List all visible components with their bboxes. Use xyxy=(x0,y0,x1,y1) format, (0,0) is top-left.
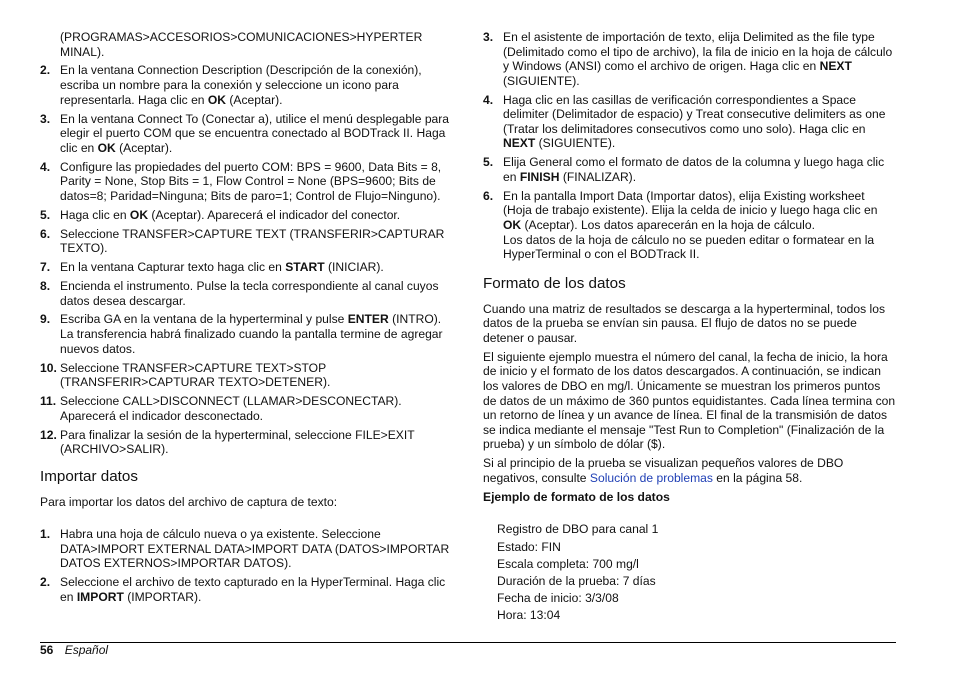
format-paragraph-3-tail: en la página 58. xyxy=(712,470,803,485)
step-keyword: FINISH xyxy=(519,169,560,184)
list-item xyxy=(40,394,452,423)
step-number: 4. xyxy=(483,92,494,107)
step-number: 5. xyxy=(483,155,494,170)
step-number: 10. xyxy=(40,360,57,375)
list-item xyxy=(40,260,452,275)
format-paragraph-3 xyxy=(483,456,896,485)
example-line: Registro de DBO para canal 1 xyxy=(497,522,659,537)
step-number: 9. xyxy=(40,312,51,327)
step-text xyxy=(60,279,439,308)
step-text xyxy=(60,527,449,570)
step-text xyxy=(60,260,384,274)
step-text xyxy=(60,394,402,423)
step-text-main: Seleccione TRANSFER>CAPTURE TEXT>STOP (TRANSFERIR>CAPTURAR TEXTO>DETENER). xyxy=(60,360,331,390)
list-item xyxy=(483,155,896,184)
step-text xyxy=(60,227,444,256)
step-text-tail: (INTRO). La transferencia habrá finalizado cuando la pantalla termine de agregar nuevos datos. xyxy=(60,312,443,356)
step-text xyxy=(60,361,330,390)
step-text-tail: (SIGUIENTE). xyxy=(535,136,616,151)
step-text-main: Habra una hoja de cálculo nueva o ya existente. Seleccione DATA>IMPORT EXTERNAL DATA>IMPORT DATA (DATOS>IMPORTAR DATOS EXTERNOS>IMPORTAR DATOS). xyxy=(60,527,450,571)
footer-rule xyxy=(40,642,896,643)
step-text-tail: (IMPORTAR). xyxy=(123,589,202,604)
step-text-main: Seleccione TRANSFER>CAPTURE TEXT (TRANSFERIR>CAPTURAR TEXTO). xyxy=(60,226,445,256)
footer-language: Español xyxy=(64,643,109,657)
step-keyword: NEXT xyxy=(503,136,536,151)
list-item xyxy=(40,575,452,604)
step-number: 12. xyxy=(40,427,57,442)
step-text xyxy=(503,93,885,151)
step-6-continuation: Los datos de la hoja de cálculo no se pueden editar o formatear en la HyperTerminal o con el BODTrack II. xyxy=(503,232,875,262)
step-text-tail: (Aceptar). xyxy=(115,140,173,155)
step-text-tail: (Aceptar). xyxy=(226,92,283,107)
list-item xyxy=(483,189,896,233)
step-text-main: Elija General como el formato de datos de la columna y luego haga clic en xyxy=(503,155,885,184)
list-item xyxy=(483,30,896,88)
left-column xyxy=(40,30,452,609)
example-heading: Ejemplo de formato de los datos xyxy=(483,489,670,504)
section-heading-import: Importar datos xyxy=(40,467,138,485)
format-paragraph-2: El siguiente ejemplo muestra el número del canal, la fecha de inicio, la hora de inicio y el formato de los datos descargados. A continuación, se indican los valores de DBO en mg/l. Únicamente se muestran los primeros puntos de datos de un máximo de 360 puntos equidistantes. Cada línea termina con un retorno de línea y un avance de línea. El final de la transmisión de datos se indica mediante el mensaje "Test Run to Completion" (Finalización de la prueba) y un símbolo de dólar ($). xyxy=(483,349,896,452)
step-keyword: IMPORT xyxy=(76,589,124,604)
list-item xyxy=(40,227,452,256)
step-keyword: NEXT xyxy=(819,59,852,74)
step-text-main: En la ventana Connect To (Conectar a), utilice el menú desplegable para elegir el puerto COM que se encuentra conectado al BODTrack II. Haga clic en xyxy=(60,111,450,155)
step-text-tail: (Aceptar). Aparecerá el indicador del conector. xyxy=(148,207,401,222)
import-intro: Para importar los datos del archivo de captura de texto: xyxy=(40,494,338,509)
step-text xyxy=(503,30,892,88)
step-text-main: Para finalizar la sesión de la hyperterminal, seleccione FILE>EXIT (ARCHIVO>SALIR). xyxy=(60,427,415,457)
step-text xyxy=(503,189,877,232)
format-paragraph-1: Cuando una matriz de resultados se descarga a la hyperterminal, todos los datos de la prueba se envían sin pausa. El flujo de datos no se puede detener o pausar. xyxy=(483,301,886,345)
step-number: 6. xyxy=(40,226,51,241)
example-line: Fecha de inicio: 3/3/08 xyxy=(497,591,619,606)
list-item xyxy=(40,428,452,457)
example-output-block xyxy=(483,522,896,623)
step-text-main: Haga clic en xyxy=(60,207,130,222)
step-text xyxy=(60,63,422,106)
page-footer xyxy=(40,643,108,657)
step-number: 6. xyxy=(483,188,494,203)
step-number: 1. xyxy=(40,527,51,542)
instruction-list-import-continued xyxy=(483,30,896,233)
step-text-main: Haga clic en las casillas de verificación correspondientes a Space delimiter (Delimitador de espacio) y Treat consecutive delimiters as one (Tratar los delimitadores consecutivos como uno solo). Haga clic en xyxy=(503,92,886,136)
step-keyword: START xyxy=(285,260,325,275)
list-item xyxy=(40,312,452,356)
step-number: 8. xyxy=(40,278,51,293)
troubleshooting-link[interactable]: Solución de problemas xyxy=(589,470,713,485)
step-keyword: OK xyxy=(97,140,116,155)
format-paragraph-3-text: Si al principio de la prueba se visualizan pequeños valores de DBO negativos, consulte xyxy=(483,456,844,485)
list-item xyxy=(40,112,452,156)
instruction-list-hyperterminal xyxy=(40,63,452,456)
list-item xyxy=(40,527,452,571)
section-heading-format: Formato de los datos xyxy=(483,274,626,292)
list-item xyxy=(40,208,452,223)
list-item xyxy=(40,160,452,204)
step-1-continuation: (PROGRAMAS>ACCESORIOS>COMUNICACIONES>HYPERTER MINAL). xyxy=(60,30,423,59)
step-keyword: OK xyxy=(129,207,149,222)
right-column xyxy=(483,30,896,626)
step-text-tail: (Aceptar). Los datos aparecerán en la hoja de cálculo. xyxy=(521,218,815,233)
step-text-main: Configure las propiedades del puerto COM: BPS = 9600, Data Bits = 8, Parity = None, Stop Bits = 1, Flow Control = None (BPS=9600; Bits de datos=8; Paridad=Ninguna; Bits de paro=1; Control de Flujo=Ninguno). xyxy=(60,159,442,203)
step-number: 2. xyxy=(40,63,51,78)
step-text-main: Seleccione el archivo de texto capturado en la HyperTerminal. Haga clic en xyxy=(60,575,446,604)
step-text-tail: (INICIAR). xyxy=(324,260,384,275)
step-number: 3. xyxy=(40,111,51,126)
step-number: 11. xyxy=(40,394,57,409)
page-number: 56 xyxy=(40,643,54,657)
instruction-list-import xyxy=(40,527,452,604)
step-text xyxy=(60,312,443,355)
example-line: Hora: 13:04 xyxy=(497,608,561,623)
step-keyword: ENTER xyxy=(347,312,389,327)
example-line: Duración de la prueba: 7 días xyxy=(497,573,656,588)
step-text-main: En la ventana Capturar texto haga clic en xyxy=(60,260,286,275)
step-number: 2. xyxy=(40,575,51,590)
step-text xyxy=(503,155,884,184)
step-keyword: OK xyxy=(207,92,227,107)
step-text xyxy=(60,160,441,203)
step-number: 5. xyxy=(40,207,51,222)
step-text-tail: (SIGUIENTE). xyxy=(503,73,580,88)
step-text xyxy=(60,428,414,457)
step-number: 3. xyxy=(483,30,494,44)
step-text-main: Seleccione CALL>DISCONNECT (LLAMAR>DESCONECTAR). Aparecerá el indicador desconectado. xyxy=(60,394,402,423)
step-text-main: En la pantalla Import Data (Importar datos), elija Existing worksheet (Hoja de trabajo existente). Elija la celda de inicio y luego haga clic en xyxy=(503,188,878,218)
list-item xyxy=(40,63,452,107)
step-text-main: Escriba GA en la ventana de la hyperterminal y pulse xyxy=(60,312,348,327)
step-text xyxy=(60,208,400,222)
step-text xyxy=(60,112,449,155)
list-item xyxy=(483,93,896,151)
step-text-main: En el asistente de importación de texto, elija Delimited as the file type (Delimitado como el tipo de archivo), la fila de inicio en la hoja de cálculo y Windows (ANSI) como el archivo de origen. Haga clic en xyxy=(503,30,893,74)
step-text-main: Encienda el instrumento. Pulse la tecla correspondiente al canal cuyos datos desea descargar. xyxy=(60,278,439,308)
list-item xyxy=(40,279,452,308)
step-number: 4. xyxy=(40,159,51,174)
example-line: Escala completa: 700 mg/l xyxy=(497,556,639,571)
step-number: 7. xyxy=(40,260,51,275)
step-text-tail: (FINALIZAR). xyxy=(559,169,637,184)
step-text-main: En la ventana Connection Description (Descripción de la conexión), escriba un nombre para la conexión y seleccione un icono para representarla. Haga clic en xyxy=(60,63,422,107)
list-item xyxy=(40,361,452,390)
example-line: Estado: FIN xyxy=(497,539,561,554)
step-text xyxy=(60,575,445,604)
step-keyword: OK xyxy=(503,218,522,233)
